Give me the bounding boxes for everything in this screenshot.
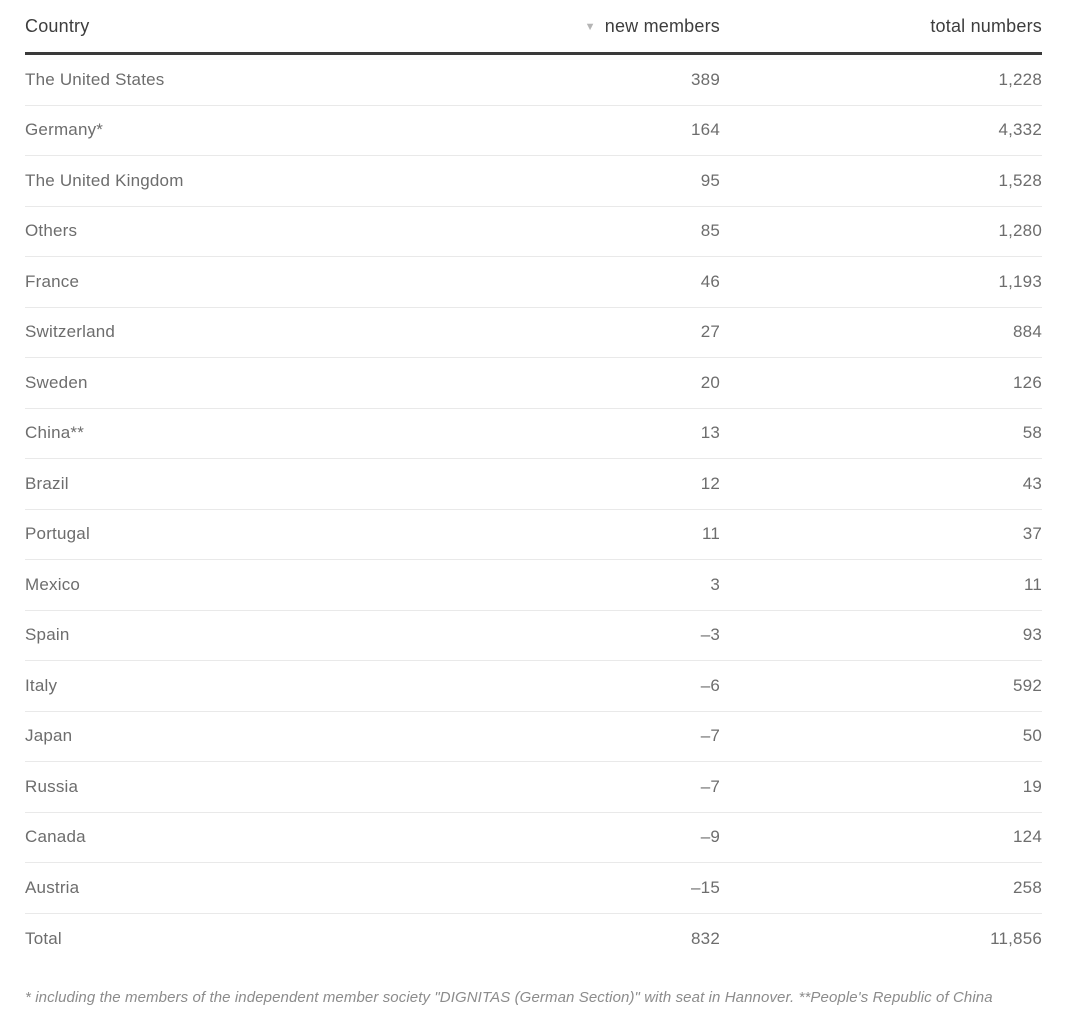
members-table <box>25 0 1042 964</box>
column-header-new-members-label: new members <box>604 15 720 36</box>
table-row <box>25 106 1042 157</box>
country-cell: Canada <box>25 827 86 847</box>
country-cell: Austria <box>25 877 80 897</box>
total-numbers-cell: 1,528 <box>998 170 1042 190</box>
table-row <box>25 207 1042 258</box>
new-members-cell: 3 <box>710 574 720 594</box>
new-members-cell: –9 <box>700 827 720 847</box>
table-row <box>25 257 1042 308</box>
total-numbers-cell: 50 <box>1022 726 1042 746</box>
new-members-cell: –6 <box>700 675 720 695</box>
new-members-cell: –7 <box>700 726 720 746</box>
total-numbers-cell: 11 <box>1023 574 1042 594</box>
new-members-cell: 11 <box>701 524 720 544</box>
total-numbers-cell: 11,856 <box>990 928 1042 948</box>
country-cell: The United Kingdom <box>25 170 184 190</box>
new-members-cell: –7 <box>700 776 720 796</box>
table-row <box>25 358 1042 409</box>
new-members-cell: 46 <box>700 271 720 291</box>
table-row <box>25 661 1042 712</box>
country-cell: Italy <box>25 675 58 695</box>
table-row <box>25 863 1042 914</box>
country-cell: Brazil <box>25 473 69 493</box>
total-numbers-cell: 124 <box>1013 827 1042 847</box>
total-row <box>25 914 1042 965</box>
new-members-cell: 164 <box>691 120 720 140</box>
total-numbers-cell: 19 <box>1022 776 1042 796</box>
country-cell: Mexico <box>25 574 81 594</box>
total-numbers-cell: 43 <box>1022 473 1042 493</box>
new-members-cell: 13 <box>700 423 720 443</box>
country-cell: Others <box>25 221 78 241</box>
total-numbers-cell: 4,332 <box>998 120 1042 140</box>
total-numbers-cell: 592 <box>1013 675 1042 695</box>
country-cell: Total <box>25 928 62 948</box>
table-row <box>25 611 1042 662</box>
total-numbers-cell: 884 <box>1013 322 1042 342</box>
new-members-cell: 95 <box>700 170 720 190</box>
sort-descending-icon: ▼ <box>584 20 596 33</box>
footnote: * including the members of the independent member society "DIGNITAS (German Section)" with seat in Hannover. **People's Republic of China <box>25 989 993 1006</box>
total-numbers-cell: 1,280 <box>998 221 1042 241</box>
table-row <box>25 762 1042 813</box>
new-members-cell: 12 <box>700 473 720 493</box>
table-row <box>25 560 1042 611</box>
total-numbers-cell: 258 <box>1013 877 1042 897</box>
table-row <box>25 55 1042 106</box>
country-cell: Sweden <box>25 372 88 392</box>
table-row <box>25 156 1042 207</box>
table-row <box>25 712 1042 763</box>
total-numbers-cell: 1,193 <box>998 271 1042 291</box>
table-row <box>25 308 1042 359</box>
table-row <box>25 409 1042 460</box>
country-cell: Switzerland <box>25 322 116 342</box>
country-cell: Russia <box>25 776 79 796</box>
total-numbers-cell: 93 <box>1022 625 1042 645</box>
country-cell: The United States <box>25 69 165 89</box>
total-numbers-cell: 126 <box>1013 372 1042 392</box>
country-cell: France <box>25 271 80 291</box>
total-numbers-cell: 58 <box>1022 423 1042 443</box>
table-header-row <box>25 0 1042 55</box>
column-header-total-numbers[interactable]: total numbers <box>930 15 1042 36</box>
country-cell: Portugal <box>25 524 90 544</box>
column-header-new-members[interactable] <box>560 16 720 37</box>
table-row <box>25 813 1042 864</box>
column-header-country[interactable]: Country <box>25 15 90 36</box>
new-members-cell: 389 <box>691 69 720 89</box>
new-members-cell: 832 <box>691 928 720 948</box>
country-cell: China** <box>25 423 85 443</box>
table-row <box>25 510 1042 561</box>
table-body <box>25 55 1042 964</box>
country-cell: Spain <box>25 625 70 645</box>
new-members-cell: 27 <box>700 322 720 342</box>
new-members-cell: –3 <box>700 625 720 645</box>
total-numbers-cell: 1,228 <box>998 69 1042 89</box>
new-members-cell: 20 <box>700 372 720 392</box>
country-cell: Germany* <box>25 120 104 140</box>
new-members-cell: 85 <box>700 221 720 241</box>
table-row <box>25 459 1042 510</box>
country-cell: Japan <box>25 726 73 746</box>
total-numbers-cell: 37 <box>1022 524 1042 544</box>
new-members-cell: –15 <box>691 877 720 897</box>
